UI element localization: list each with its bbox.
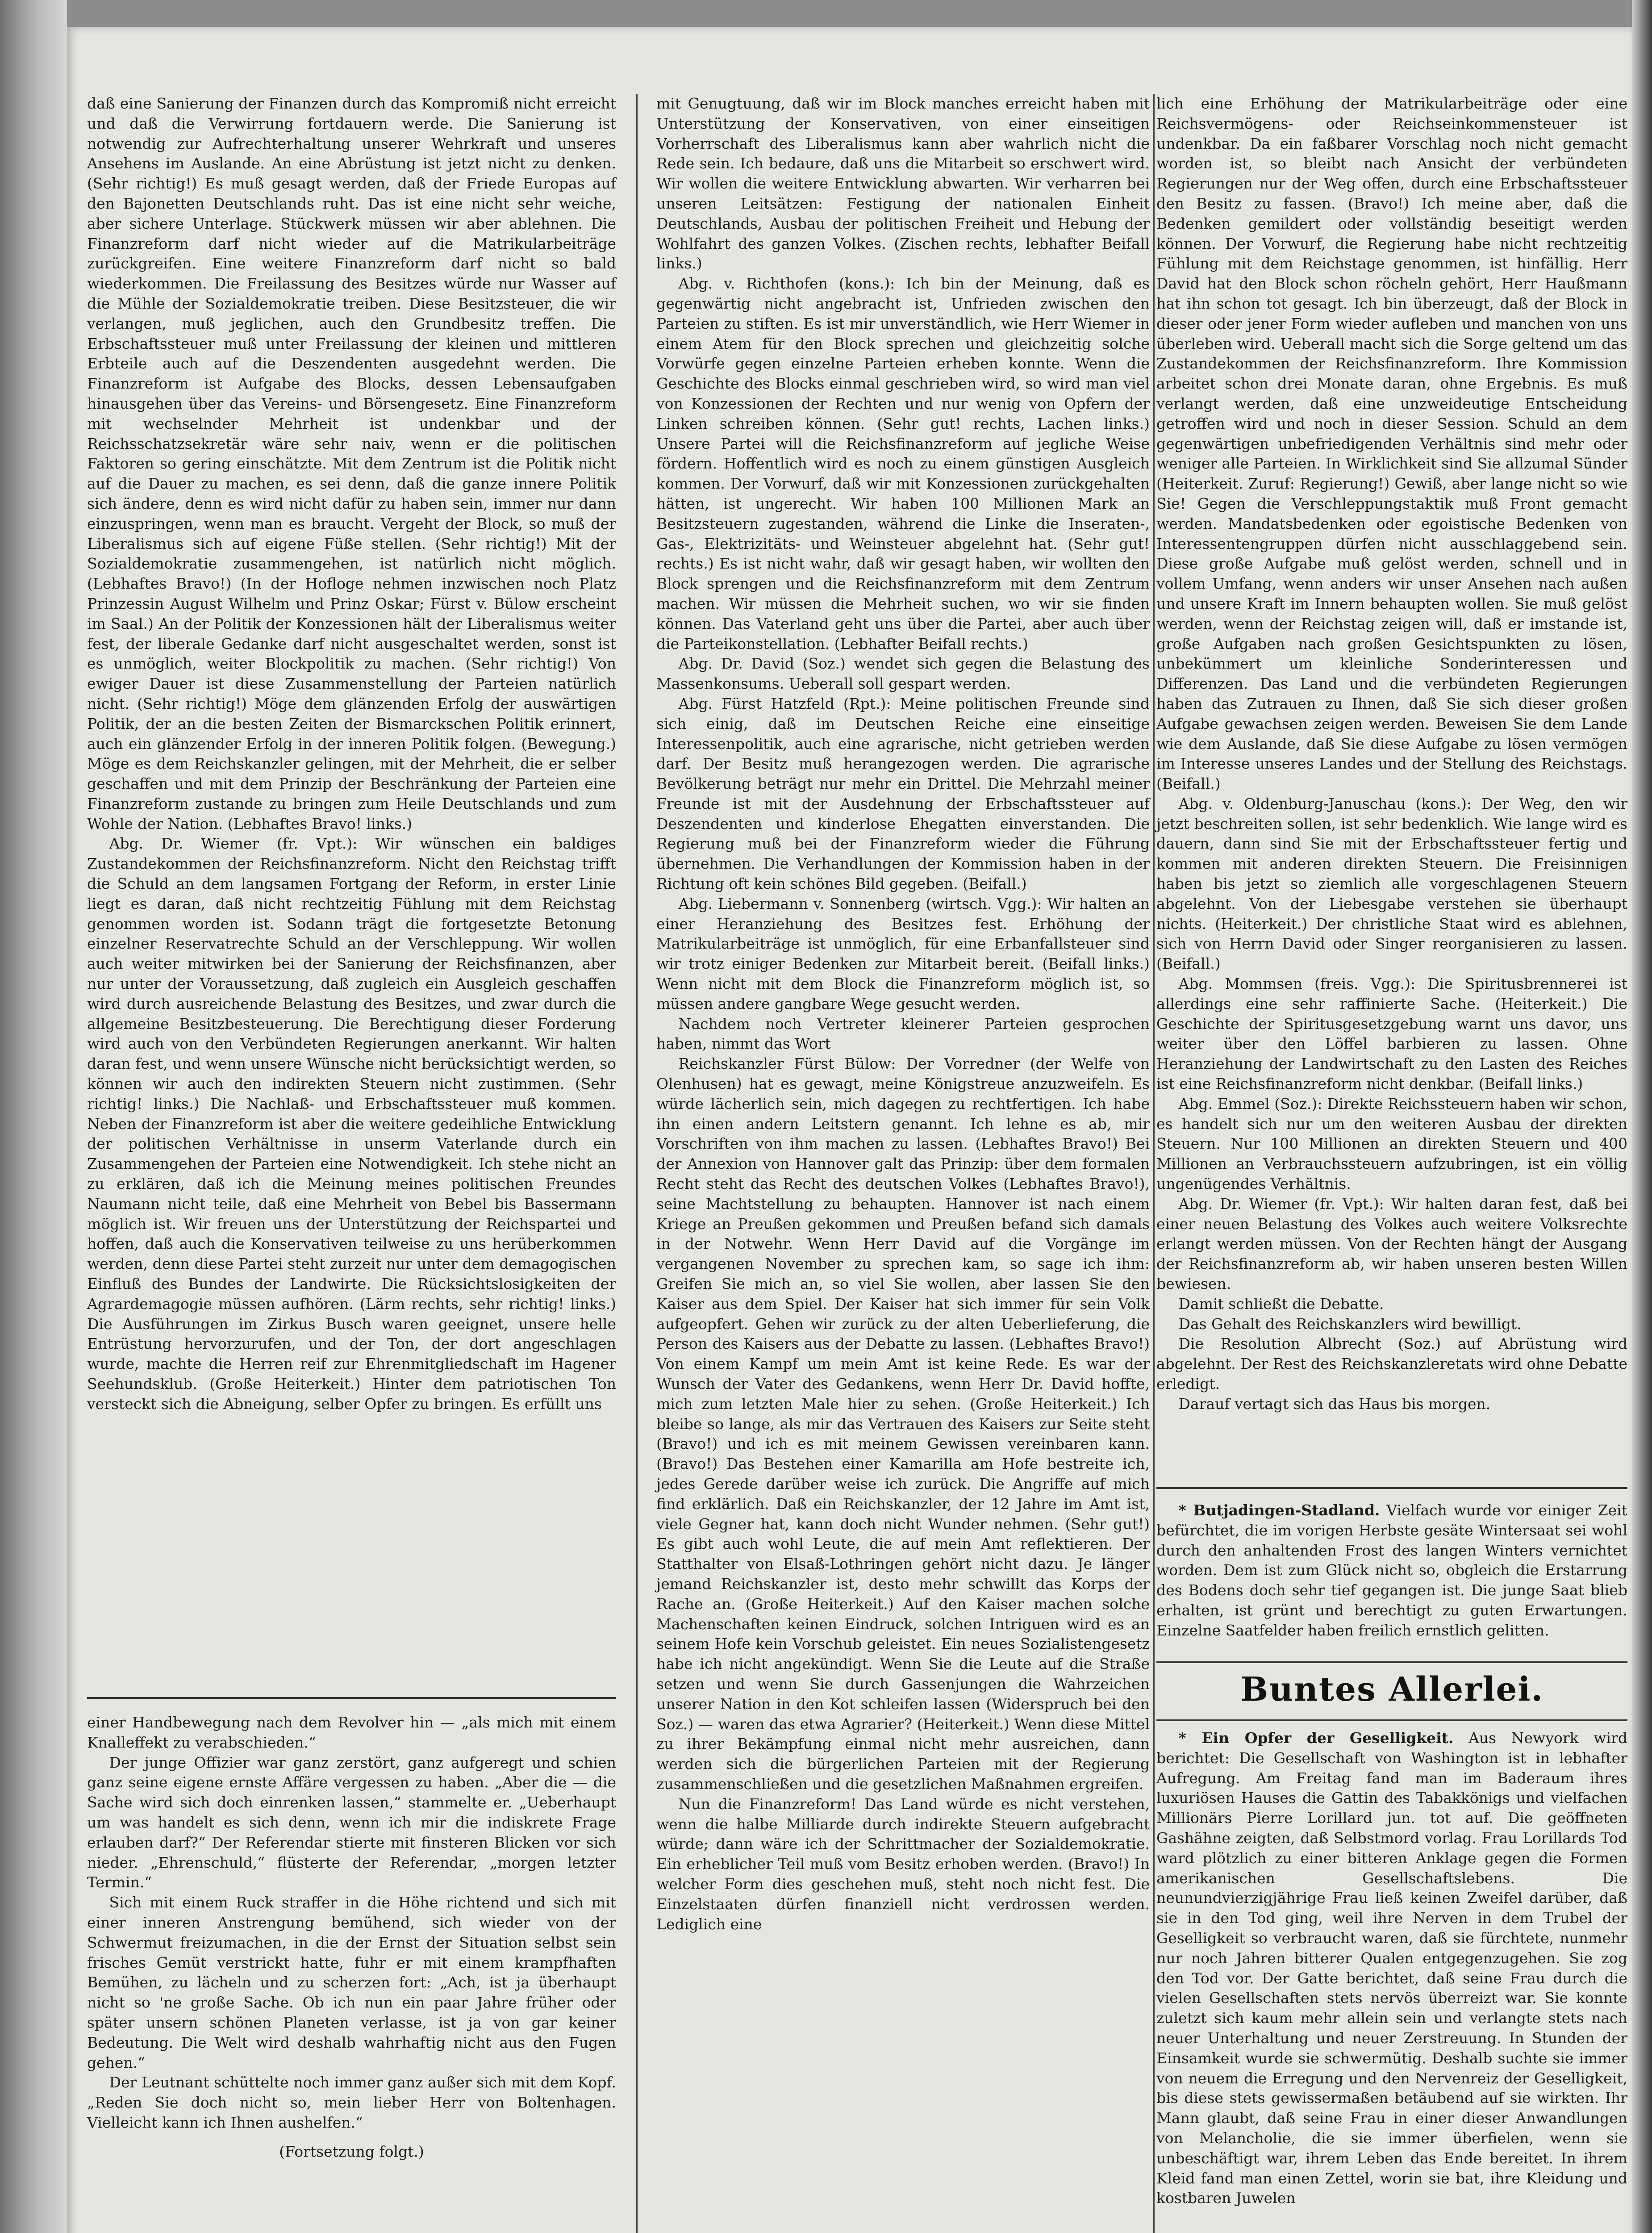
section-rule <box>1156 1487 1627 1489</box>
news-paragraph <box>1156 1501 1627 1641</box>
paragraph: Abg. v. Oldenburg-Januschau (kons.): Der Weg, den wir jetzt beschreiten sollen, ist sehr bedenklich. Wie lange wird es dauern, dann sind Sie mit der Erbschaftssteuer fertig und kommen mit anderen direkten Steuern. Die Freisinnigen haben bis jetzt so ziemlich alle vorgeschlagenen Steuern abgelehnt. Von der Liebesgabe verstehen sie überhaupt nichts. (Heiterkeit.) Der christliche Staat wird es ablehnen, sich von Herrn David oder Singer reorganisieren zu lassen. (Beifall.) <box>1156 795 1627 973</box>
paragraph: Abg. Dr. Wiemer (fr. Vpt.): Wir halten daran fest, daß bei einer neuen Belastung des Volkes auch weitere Volksrechte erlangt werden müssen. Von der Rechten hängt der Ausgang der Reichsfinanzreform ab, wir haben unseren besten Willen bewiesen. <box>1156 1195 1627 1293</box>
column-1 <box>87 94 616 1414</box>
column-rule-1 <box>636 94 638 2233</box>
news-heading: * Ein Opfer der Geselligkeit. <box>1178 1729 1454 1747</box>
section-rule <box>1156 1661 1627 1663</box>
section-title: Buntes Allerlei. <box>1240 1670 1544 1709</box>
miscellany <box>1156 1728 1627 2208</box>
paragraph: Damit schließt die Debatte. <box>1178 1295 1384 1313</box>
paragraph: Die Resolution Albrecht (Soz.) auf Abrüstung wird abgelehnt. Der Rest des Reichskanzleretats wird ohne Debatte erledigt. <box>1156 1335 1627 1392</box>
paragraph: Abg. Dr. David (Soz.) wendet sich gegen die Belastung des Massenkonsums. Ueberall soll gespart werden. <box>656 655 1150 693</box>
section-rule <box>1156 1719 1627 1721</box>
story-paragraph: Sich mit einem Ruck straffer in die Höhe richtend und sich mit einer inneren Anstrengung bemühend, sich wieder von der Schwermut freizumachen, in die der Ernst der Situation selbst sein frisches Gemüt verstrickt hatte, fuhr er mit einem krampfhaften Bemühen, zu lächeln und zu scherzen fort: „Ach, ist ja überhaupt nicht so 'ne große Sache. Ob ich nun ein paar Jahre früher oder später unsern schönen Planeten verlasse, ist ja von gar keiner Bedeutung. Die Welt wird deshalb wahrhaftig nicht aus den Fugen gehen.“ <box>87 1894 616 2071</box>
paragraph: Darauf vertagt sich das Haus bis morgen. <box>1178 1395 1491 1413</box>
paragraph: daß eine Sanierung der Finanzen durch das Kompromiß nicht erreicht und daß die Verwirrung fortdauern werde. Die Sanierung ist notwendig zur Aufrechterhaltung unserer Wehrkraft und unseres Ansehens im Auslande. An eine Abrüstung ist jetzt nicht zu denken. (Sehr richtig!) Es muß gesagt werden, daß der Friede Europas auf den Bajonetten Deutschlands ruht. Das ist eine nicht sehr weiche, aber sichere Unterlage. Stückwerk müssen wir aber ablehnen. Die Finanzreform darf nicht wieder auf die Matrikularbeiträge zurückgreifen. Eine weitere Finanzreform darf nicht so bald wiederkommen. Die Freilassung des Besitzes würde nur Wasser auf die Mühle der Sozialdemokratie treiben. Diese Besitzsteuer, die wir verlangen, muß jeglichen, auch den Grundbesitz treffen. Die Erbschaftssteuer muß unter Freilassung der kleinen und mittleren Erbteile auch auf die Deszendenten ausgedehnt werden. Die Finanzreform ist Aufgabe des Blocks, dessen Lebensaufgaben hinausgehen über das Vereins- und Börsengesetz. Eine Finanzreform mit wechselnder Mehrheit ist undenkbar und der Reichsschatzsekretär wäre sehr naiv, wenn er die politischen Faktoren so gering einschätzte. Mit dem Zentrum ist die Politik nicht auf die Dauer zu machen, es sei denn, daß die ganze innere Politik sich ändere, denn es wird nicht dafür zu haben sein, immer nur dann einzuspringen, wenn man es braucht. Vergeht der Block, so muß der Liberalismus sich auf eigene Füße stellen. (Sehr richtig!) Mit der Sozialdemokratie zusammengehen, ist natürlich nicht möglich. (Lebhaftes Bravo!) (In der Hofloge nehmen inzwischen noch Platz Prinzessin August Wilhelm und Prinz Oskar; Fürst v. Bülow erscheint im Saal.) An der Politik der Konzessionen hält der Liberalismus weiter fest, der liberale Gedanke darf nicht ausgeschaltet werden, sonst ist es unmöglich, weiter Blockpolitik zu machen. (Sehr richtig!) Von ewiger Dauer ist diese Zusammenstellung der Parteien natürlich nicht. (Sehr richtig!) Möge dem glänzenden Erfolg der auswärtigen Politik, der an die besten Zeiten der Bismarckschen Politik erinnert, auch ein glänzender Erfolg in der inneren Politik folgen. (Bewegung.) Möge es dem Reichskanzler gelingen, mit der Mehrheit, die er selber geschaffen und mit dem Prinzip der Beschränkung der Parteien eine Finanzreform zustande zu bringen zum Heile Deutschlands und zum Wohle der Nation. (Lebhaftes Bravo! links.) <box>87 95 616 832</box>
story-paragraph: Der Leutnant schüttelte noch immer ganz außer sich mit dem Kopf. „Reden Sie doch nicht so, mein lieber Herr von Boltenhagen. Vielleicht kann ich Ihnen aushelfen.“ <box>87 2074 616 2131</box>
paragraph: Abg. Emmel (Soz.): Direkte Reichssteuern haben wir schon, es handelt sich nur um den weiteren Ausbau der direkten Steuern. Nur 100 Millionen an direkten Steuern und 400 Millionen an Verbrauchssteuern aufzubringen, ist ein völlig ungenügendes Verhältnis. <box>1156 1095 1627 1193</box>
news-text: Aus Newyork wird berichtet: Die Gesellschaft von Washington ist in lebhafter Aufregung. Am Freitag fand man im Baderaum ihres luxuriösen Hauses die Gattin des Tabakkönigs und vielfachen Millionärs Pierre Lorillard jun. tot auf. Die geöffneten Gashähne zeigten, daß Selbstmord vorlag. Frau Lorillards Tod ward plötzlich zu einer bitteren Anklage gegen die Formen amerikanischen Gesellschaftslebens. Die neunundvierzigjährige Frau ließ keinen Zweifel darüber, daß sie in den Tod ging, weil ihre Nerven in dem Trubel der Geselligkeit so verbraucht waren, daß sie fürchtete, nunmehr nur noch Jahren bitterer Qualen entgegenzugehen. Sie zog den Tod vor. Der Gatte berichtet, daß seine Frau durch die vielen Gesellschaften stets nervös überreizt war. Sie konnte zuletzt sich kaum mehr allein sein und verlangte stets nach neuer Unterhaltung und neuer Zerstreuung. In Stunden der Einsamkeit wurde sie schwermütig. Deshalb suchte sie immer von neuem die Erregung und den Nervenreiz der Geselligkeit, bis diese stets gewissermaßen betäubend auf sie wirkten. Ihr Mann glaubt, daß seine Frau in einer dieser Anwandlungen von Melancholie, die sie immer überfielen, wenn sie unbeschäftigt war, ihrem Leben das Ende bereitet. In ihrem Kleid fand man einen Zettel, worin sie bat, ihre Kleidung und kostbaren Juwelen <box>1156 1729 1627 2207</box>
paragraph: lich eine Erhöhung der Matrikularbeiträge oder eine Reichsvermögens- oder Reichseinkommensteuer ist undenkbar. Da ein faßbarer Vorschlag noch nicht gemacht worden ist, so bleibt nach Ansicht der verbündeten Regierungen nur der Weg offen, durch eine Erbschaftssteuer den Besitz zu fassen. (Bravo!) Ich meine aber, daß die Bedenken gemildert oder vollständig beseitigt werden können. Der Vorwurf, die Regierung habe nicht rechtzeitig Fühlung mit dem Reichstage genommen, ist hinfällig. Herr David hat den Block schon röcheln gehört, Herr Haußmann hat ihn schon tot gesagt. Ich bin überzeugt, daß der Block in dieser oder jener Form wieder aufleben und manchen von uns überleben wird. Ueberall macht sich die Sorge geltend um das Zustandekommen der Reichsfinanzreform. Ihre Kommission arbeitet schon drei Monate daran, ohne Ergebnis. Es muß verlangt werden, daß eine unzweideutige Entscheidung getroffen wird und noch in dieser Session. Schuld an dem gegenwärtigen unbefriedigenden Verhältnis sind mehr oder weniger alle Parteien. In Wirklichkeit sind Sie allzumal Sünder (Heiterkeit. Zuruf: Regierung!) Gewiß, aber lange nicht so wie Sie! Gegen die Verschleppungstaktik muß Front gemacht werden. Mandatsbedenken oder egoistische Bedenken von Interessentengruppen dürfen nicht ausschlaggebend sein. Diese große Aufgabe muß gelöst werden, schnell und in vollem Umfang, wenn anders wir unser Ansehen nach außen und unsere Kraft im Innern behaupten wollen. Sie muß gelöst werden, wenn der Reichstag zeigen will, daß er imstande ist, große Aufgaben nach großen Gesichtspunkten zu lösen, unbekümmert um kleinliche Sonderinteressen und Differenzen. Das Land und die verbündeten Regierungen haben das Zutrauen zu Ihnen, daß Sie sich dieser großen Aufgabe gewachsen zeigen werden. Beweisen Sie dem Lande wie dem Auslande, daß Sie diese Aufgabe zu lösen vermögen im Interesse unseres Landes und der Stellung des Reichstags. (Beifall.) <box>1156 95 1627 793</box>
column-3 <box>1156 94 1627 1414</box>
column-2 <box>656 94 1150 1934</box>
story-paragraph: Der junge Offizier war ganz zerstört, ganz aufgeregt und schien ganz seine eigene ernste Affäre vergessen zu haben. „Aber die — die Sache wird sich doch einrenken lassen,“ stammelte er. „Ueberhaupt um was handelt es sich denn, wenn ich mir die indiskrete Frage erlauben darf?“ Der Referendar stierte mit finsteren Blicken vor sich nieder. „Ehrenschuld,“ flüsterte der Referendar, „morgen letzter Termin.“ <box>87 1753 616 1891</box>
serial-story <box>87 1713 616 2162</box>
news-paragraph <box>1156 1728 1627 2208</box>
paragraph: mit Genugtuung, daß wir im Block manches erreicht haben mit Unterstützung der Konservativen, von einer einseitigen Vorherrschaft des Liberalismus kann aber wahrlich nicht die Rede sein. Ich bedaure, daß uns die Mitarbeit so erschwert wird. Wir wollen die weitere Entwicklung abwarten. Wir verharren bei unseren Leitsätzen: Festigung der nationalen Einheit Deutschlands, Ausbau der politischen Freiheit und Hebung der Wohlfahrt des ganzen Volkes. (Zischen rechts, lebhafter Beifall links.) <box>656 95 1150 272</box>
paragraph: Abg. Dr. Wiemer (fr. Vpt.): Wir wünschen ein baldiges Zustandekommen der Reichsfinanzreform. Nicht den Reichstag trifft die Schuld an dem langsamen Fortgang der Reform, in erster Linie liegt es daran, daß nicht rechtzeitig Fühlung mit dem Reichstag genommen worden ist. Sodann trägt die fortgesetzte Betonung einzelner Reservatrechte Schuld an der Verschleppung. Wir wollen auch weiter mitwirken bei der Sanierung der Reichsfinanzen, aber nur unter der Voraussetzung, daß zugleich ein Ausgleich geschaffen wird durch ausreichende Belastung des Besitzes, und zwar durch die allgemeine Besitzbesteuerung. Die Berechtigung dieser Forderung wird auch von den Verbündeten Regierungen anerkannt. Wir halten daran fest, und wenn unsere Wünsche nicht berücksichtigt werden, so können wir auch den indirekten Steuern nicht zustimmen. (Sehr richtig! links.) Die Nachlaß- und Erbschaftssteuer muß kommen. Neben der Finanzreform ist aber die weitere gedeihliche Entwicklung der politischen Verhältnisse in unserm Vaterlande durch ein Zusammengehen der Parteien eine Notwendigkeit. Ich stehe nicht an zu erklären, daß ich die Meinung meines politischen Freundes Naumann nicht teile, daß eine Mehrheit von Bebel bis Bassermann möglich ist. Wir freuen uns der Unterstützung der Reichspartei und hoffen, daß auch die Konservativen teilweise zu uns herüberkommen werden, denn diese Partei steht zurzeit nur unter dem demagogischen Einfluß des Bundes der Landwirte. Die Rücksichtslosigkeiten der Agrardemagogie müssen aufhören. (Lärm rechts, sehr richtig! links.) Die Ausführungen im Zirkus Busch waren geeignet, unsere helle Entrüstung hervorzurufen, und der Ton, der dort angeschlagen wurde, machte die Herren reif zur Ehrenmitgliedschaft im Hagener Seehundsklub. (Große Heiterkeit.) Hinter dem patriotischen Ton versteckt sich die Abneigung, selber Opfer zu bringen. Es erfüllt uns <box>87 835 616 1413</box>
paragraph: Reichskanzler Fürst Bülow: Der Vorredner (der Welfe von Olenhusen) hat es gewagt, meine Königstreue anzuzweifeln. Es würde lächerlich sein, mich dagegen zu rechtfertigen. Ich habe ihn einen andern Leitstern genannt. Ich lehne es ab, mir Vorschriften von ihm machen zu lassen. (Lebhaftes Bravo!) Bei der Annexion von Hannover galt das Prinzip: über dem formalen Recht steht das Recht des deutschen Volkes (Lebhaftes Bravo!), seine Machtstellung zu behaupten. Hannover ist nach einem Kriege an Preußen gekommen und Preußen befand sich damals in der Notwehr. Wenn Herr David auf die Vorgänge im vergangenen November zu sprechen kam, so sage ich ihm: Greifen Sie mich an, so viel Sie wollen, aber lassen Sie den Kaiser aus dem Spiel. Der Kaiser hat sich immer für sein Volk aufgeopfert. Gehen wir zurück zu der alten Ueberlieferung, die Person des Kaisers aus der Debatte zu lassen. (Lebhaftes Bravo!) Von einem Kampf um mein Amt ist keine Rede. Es war der Wunsch der Vater des Gedankens, wenn Herr Dr. David hoffte, mich zum letzten Male hier zu sehen. (Große Heiterkeit.) Ich bleibe so lange, als mir das Vertrauen des Kaisers zur Seite steht (Bravo!) und ich es mit meinem Gewissen vereinbaren kann. (Bravo!) Das Bestehen einer Kamarilla am Hofe bestreite ich, jedes Gerede darüber weise ich zurück. Die Angriffe auf mich find erklärlich. Daß ein Reichskanzler, der 12 Jahre im Amt ist, viele Gegner hat, kann doch nicht Wunder nehmen. (Sehr gut!) Es gibt auch wohl Leute, die auf mein Amt reflektieren. Der Statthalter von Elsaß-Lothringen gehört nicht dazu. Je länger jemand Reichskanzler ist, desto mehr schwillt das Korps der Rache an. (Große Heiterkeit.) Auf den Kaiser machen solche Machenschaften keinen Eindruck, solchen Intriguen wird es an seinem Hofe kein Vorschub geleistet. Ein neues Sozialistengesetz habe ich nicht angekündigt. Wenn Sie die Leute auf die Straße setzen und wenn Sie durch Gassenjungen die Wahrzeichen unserer Nation in den Kot schleifen lassen (Widerspruch bei den Soz.) — waren das etwa Agrarier? (Heiterkeit.) Wenn diese Mittel zu ihrer Bekämpfung einmal nicht mehr ausreichen, dann werden sich die bürgerlichen Parteien mit der Regierung zusammenschließen und die gesetzlichen Maßnahmen ergreifen. <box>656 1055 1150 1793</box>
page-edge <box>1632 0 1652 2233</box>
story-paragraph: einer Handbewegung nach dem Revolver hin — „als mich mit einem Knalleffekt zu verabschieden.“ <box>87 1714 616 1751</box>
paragraph: Das Gehalt des Reichskanzlers wird bewilligt. <box>1178 1315 1522 1333</box>
paragraph: Abg. Fürst Hatzfeld (Rpt.): Meine politischen Freunde sind sich einig, daß im Deutschen Reiche eine einseitige Interessenpolitik, auch eine agrarische, nicht getrieben werden darf. Der Besitz muß herangezogen werden. Die agrarische Bevölkerung beträgt nur mehr ein Drittel. Die Mehrzahl meiner Freunde ist mit der Ausdehnung der Erbschaftssteuer auf Deszendenten und kinderlose Ehegatten einverstanden. Die Regierung muß bei der Finanzreform wieder die Führung übernehmen. Die Verhandlungen der Kommission haben in der Richtung oft kein schönes Bild gegeben. (Beifall.) <box>656 694 1150 893</box>
column-rule-2 <box>1153 94 1155 2233</box>
paragraph: Abg. Liebermann v. Sonnenberg (wirtsch. Vgg.): Wir halten an einer Heranziehung des Besitzes fest. Erhöhung der Matrikularbeiträge ist unmöglich, für eine Erbanfallsteuer sind wir trotz einiger Bedenken zur Mitarbeit bereit. (Beifall links.) Wenn nicht mit dem Block die Finanzreform möglich ist, so müssen andere gangbare Wege gesucht werden. <box>656 895 1150 1012</box>
paragraph: Abg. v. Richthofen (kons.): Ich bin der Meinung, daß es gegenwärtig nicht angebracht ist, Unfrieden zwischen den Parteien zu stiften. Es ist mir unverständlich, wie Herr Wiemer in einem Atem für den Block sprechen und gleichzeitig solche Vorwürfe gegen einzelne Parteien erheben konnte. Wenn die Geschichte des Blocks einmal geschrieben wird, so wird man viel von Konzessionen der Rechten und nur wenig von Opfern der Linken schreiben können. (Sehr gut! rechts, Lachen links.) Unsere Partei will die Reichsfinanzreform auf jegliche Weise fördern. Hoffentlich wird es noch zu einem günstigen Ausgleich kommen. Der Vorwurf, daß wir mit Konzessionen zurückgehalten hätten, ist ungerecht. Wir haben 100 Millionen Mark an Besitzsteuern zugestanden, während die Linke die Inseraten-, Gas-, Elektrizitäts- und Weinsteuer abgelehnt hat. (Sehr gut! rechts.) Es ist nicht wahr, daß wir gesagt haben, wir wollten den Block sprengen und die Reichsfinanzreform mit dem Zentrum machen. Wir müssen die Mehrheit suchen, wo wir sie finden können. Das Vaterland geht uns über die Partei, aber auch über die Parteikonstellation. (Lebhafter Beifall rechts.) <box>656 275 1150 652</box>
paragraph: Nachdem noch Vertreter kleinerer Parteien gesprochen haben, nimmt das Wort <box>656 1015 1150 1053</box>
feuilleton-rule <box>87 1697 616 1699</box>
local-news <box>1156 1501 1627 1641</box>
continuation-note: (Fortsetzung folgt.) <box>279 2142 424 2160</box>
book-binding <box>0 0 67 2233</box>
news-text: Vielfach wurde vor einiger Zeit befürchtet, die im vorigen Herbste gesäte Wintersaat sei wohl durch den anhaltenden Frost des langen Winters vernichtet worden. Dem ist zum Glück nicht so, obgleich die Erstarrung des Bodens doch sehr tief gegangen ist. Die junge Saat blieb erhalten, ist grünt und berechtigt zu guten Erwartungen. Einzelne Saatfelder haben freilich ernstlich gelitten. <box>1156 1501 1627 1639</box>
news-heading: * Butjadingen-Stadland. <box>1178 1501 1380 1519</box>
paragraph: Abg. Mommsen (freis. Vgg.): Die Spiritusbrennerei ist allerdings eine sehr raffinierte Sache. (Heiterkeit.) Die Geschichte der Spiritusgesetzgebung warnt uns davor, uns weiter über den Löffel barbieren zu lassen. Ohne Heranziehung der Landwirtschaft zu den Lasten des Reiches ist eine Reichsfinanzreform nicht denkbar. (Beifall links.) <box>1156 975 1627 1093</box>
paragraph: Nun die Finanzreform! Das Land würde es nicht verstehen, wenn die halbe Milliarde durch indirekte Steuern aufgebracht würde; dann wäre ich der Schrittmacher der Sozialdemokratie. Ein erheblicher Teil muß vom Besitz erhoben werden. (Bravo!) In welcher Form dies geschehen muß, steht noch nicht fest. Die Einzelstaaten dürfen finanziell nicht verdrossen werden. Lediglich eine <box>656 1795 1150 1933</box>
